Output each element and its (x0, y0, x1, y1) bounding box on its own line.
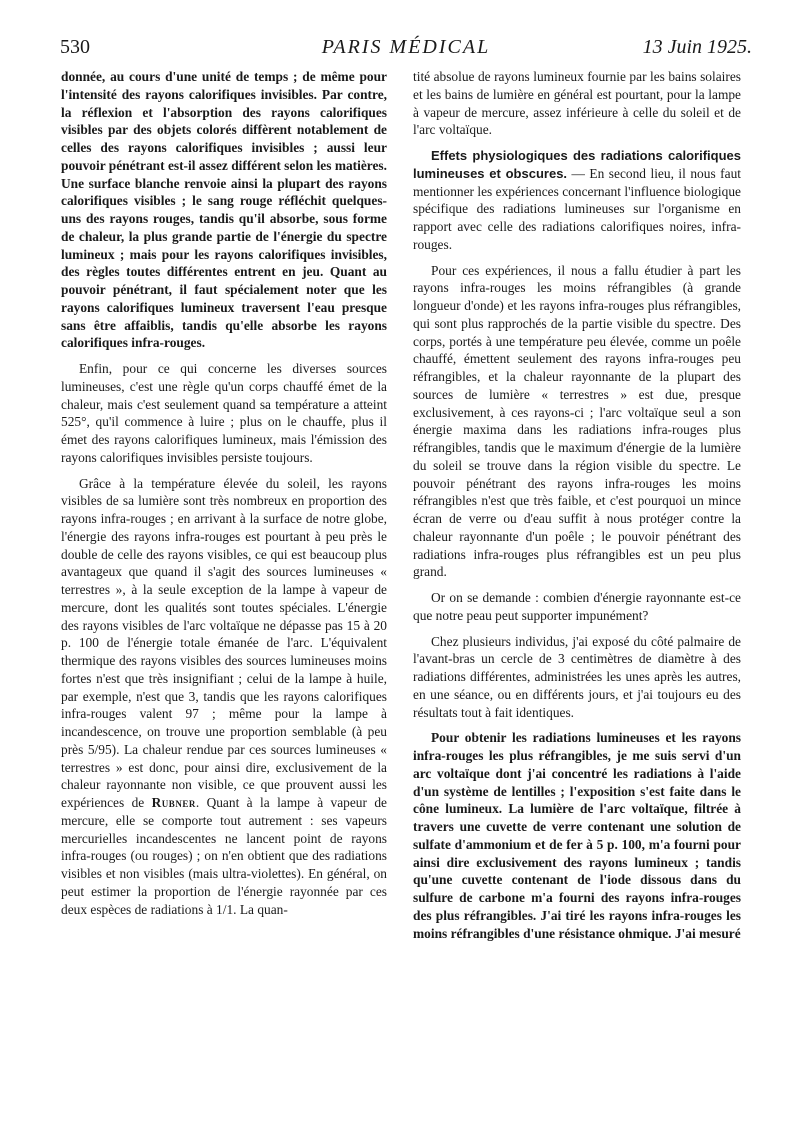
paragraph (61, 475, 387, 919)
paragraph: tité absolue de rayons lumineux fournie par les bains solaires et les bains de lumière en général est pourtant, pour la lampe à vapeur de mercure, assez inférieure à celle du soleil et de l'arc voltaïque. (413, 69, 741, 138)
paragraph: Chez plusieurs individus, j'ai exposé du côté palmaire de l'avant-bras un cercle de 3 centimètres de diamètre à des radiations différentes, administrées les unes après les autres, en une séance, ou en différents jours, et j'ai toujours eu des résultats tout à fait identiques. (413, 633, 741, 720)
paragraph-text: — En second lieu, il nous faut mentionner les expériences concernant l'influence biologique spécifique des radiations lumineuses sur l'organisme en rapport avec celle des radiations calorifiques noires, infra-rouges. (413, 165, 741, 252)
paragraph: Or on se demande : combien d'énergie rayonnante est-ce que notre peau peut supporter impunément? (413, 590, 741, 623)
paragraph: Pour obtenir les radiations lumineuses et les rayons infra-rouges les plus réfrangibles, je me suis servi d'un arc voltaïque dont j'ai concentré les radiations à l'aide d'un système de lentilles ; l'exposition s'est faite dans le cône lumineux. La lumière de l'arc voltaïque, filtrée à travers une cuvette de verre contenant une solution de sulfate d'ammonium et de fer à 5 p. 100, m'a fourni pour ainsi dire exclusivement des rayons lumineux ; tandis qu'une cuvette contenant de l'iode dissous dans du sulfure de carbone m'a fourni des rayons infra-rouges des plus réfrangibles. J'ai tiré les rayons infra-rouges les moins réfrangibles d'une résistance ohmique. J'ai mesuré (413, 730, 741, 941)
page-header (60, 36, 752, 68)
paragraph-text: Grâce à la température élevée du soleil, les rayons visibles de sa lumière sont très nombreux en proportion des rayons infra-rouges ; en arrivant à la surface de notre globe, l'énergie des rayons infra-rouges est pourtant à peu près le double de celle des rayons visibles, ce qui est beaucoup plus avantageux que quand il s'agit des sources lumineuses « terrestres », à la seule exception de la lampe à vapeur de mercure, dont les qualités sont toutes spéciales. L'énergie des rayons visibles de l'arc voltaïque ne dépasse pas 15 à 20 p. 100 de l'énergie totale émanée de l'arc. L'équivalent thermique des rayons visibles des sources lumineuses moins fortes n'est que très insignifiant ; celui de la lampe à huile, par exemple, n'est que 3, tandis que les rayons calorifiques infra-rouges valent 97 ; même pour la lampe à incandescence, on trouve une proportion semblable (à peu près 5/95). La chaleur rendue par ces sources lumineuses « terrestres » est donc, pour ainsi dire, exclusivement de la chaleur rayonnante non visible, ce que prouvent aussi les expériences de (61, 475, 387, 810)
paragraph-text: . Quant à la lampe à vapeur de mercure, elle se comporte tout autrement : ses vapeurs mercurielles incandescentes ne lancent point de rayons infra-rouges (ou rouges) ; on n'en obtient que des radiations visibles et non visibles (mais ultra-violettes). En général, on peut estimer la proportion de l'énergie rayonnée par ces deux espèces de radiations à 1/1. La quan- (61, 795, 387, 917)
paragraph: donnée, au cours d'une unité de temps ; de même pour l'intensité des rayons calorifiques invisibles. Par contre, la réflexion et l'absorption des rayons calorifiques visibles par des objets colorés diffèrent notablement de celles des rayons calorifiques invisibles ; aussi leur pouvoir pénétrant est-il assez différent selon les matières. Une surface blanche renvoie ainsi la plupart des rayons calorifiques visibles ; le sang rouge réfléchit quelques-uns des rayons rouges, tandis qu'il absorbe, sous forme de chaleur, la plus grande partie de l'énergie du spectre lumineux ; mais pour les rayons calorifiques invisibles, des règles toutes différentes entrent en jeu. Quant au pouvoir pénétrant, il faut spécialement noter que les rayons calorifiques lumineux traversent l'eau presque sans être affaiblis, tandis qu'elle absorbe les rayons calorifiques infra-rouges. (61, 69, 387, 351)
author-name: Rubner (151, 795, 196, 810)
page-number: 530 (60, 36, 90, 58)
left-column (61, 68, 387, 918)
right-column (413, 68, 741, 942)
paragraph: Pour ces expériences, il nous a fallu étudier à part les rayons infra-rouges les moins réfrangibles (à grande longueur d'onde) et les rayons infra-rouges plus réfrangibles, qui sont plus rapprochés de la partie visible du spectre. Des corps, portés à une température peu élevée, comme un poêle chauffé, émettent seulement des rayons infra-rouges peu réfrangibles, et la chaleur rayonnante de la plupart des sources de lumière « terrestres » est due, presque exclusivement, à ces rayons-ci ; l'arc voltaïque seul a son énergie maxima dans les radiations infra-rouges plus réfrangibles, tandis que le maximum d'énergie de la lumière du soleil se trouve dans la région visible du spectre. Le pouvoir pénétrant des rayons infra-rouges les moins réfrangibles n'est que très faible, et c'est pourquoi un mince écran de verre ou d'eau suffit à nous protéger contre la chaleur rayonnante d'un poêle ; le pouvoir pénétrant des radiations infra-rouges plus réfrangibles est un peu plus grand. (413, 262, 741, 580)
paragraph: Enfin, pour ce qui concerne les diverses sources lumineuses, c'est une règle qu'un corps chauffé émet de la chaleur, mais c'est seulement quand sa température a atteint 525°, qu'il commence à luire ; plus on le chauffe, plus il émet des rayons calorifiques lumineux, mais l'émission des rayons calorifiques invisibles persiste toujours. (61, 361, 387, 465)
issue-date: 13 Juin 1925. (642, 36, 752, 58)
section-paragraph (413, 147, 741, 254)
section-heading: Effets physiologiques des radiations calorifiques lumineuses et obscures. (413, 148, 741, 181)
journal-title: PARIS MÉDICAL (321, 36, 491, 58)
